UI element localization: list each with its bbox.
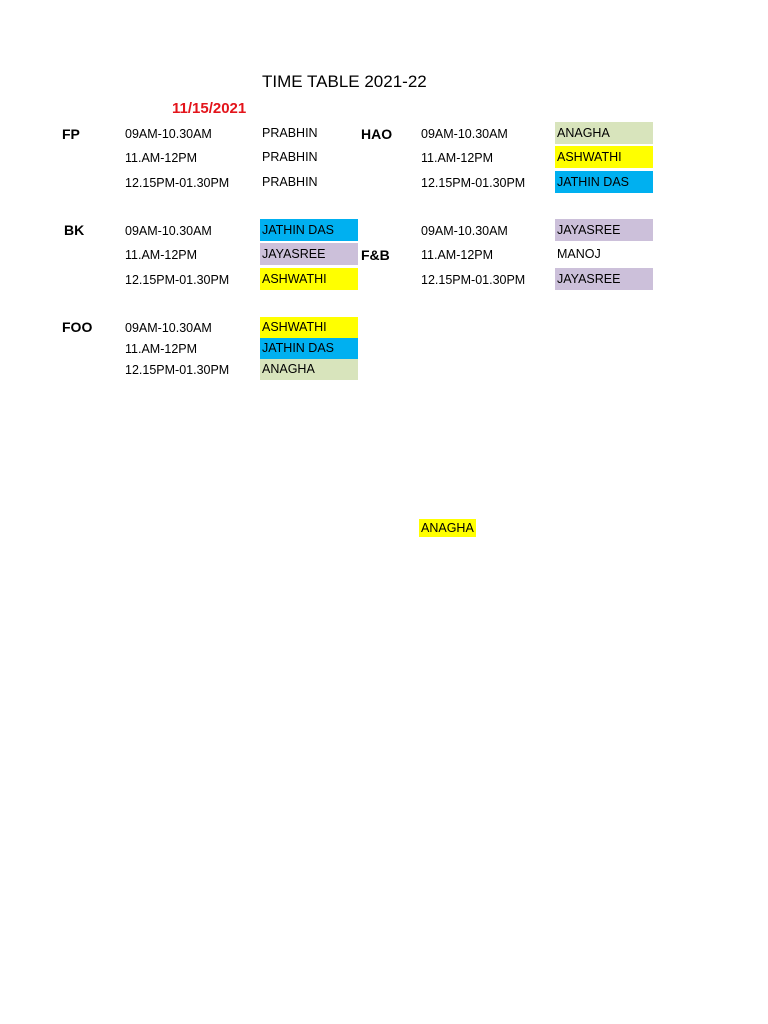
dept-label-hao: HAO bbox=[361, 126, 393, 142]
dept-label-fnb: F&B bbox=[361, 247, 390, 263]
time-slot: 09AM-10.30AM bbox=[125, 321, 212, 335]
staff-cell: PRABHIN bbox=[262, 150, 318, 164]
time-slot: 09AM-10.30AM bbox=[421, 224, 508, 238]
time-slot: 12.15PM-01.30PM bbox=[421, 273, 526, 287]
staff-cell: PRABHIN bbox=[262, 175, 318, 189]
staff-cell: ANAGHA bbox=[260, 359, 358, 380]
time-slot: 09AM-10.30AM bbox=[125, 224, 212, 238]
time-slot: 09AM-10.30AM bbox=[125, 127, 212, 141]
dept-label-bk: BK bbox=[64, 222, 85, 238]
time-slot: 12.15PM-01.30PM bbox=[421, 176, 526, 190]
time-slot: 11.AM-12PM bbox=[125, 248, 198, 262]
time-slot: 11.AM-12PM bbox=[421, 151, 494, 165]
staff-cell: JAYASREE bbox=[555, 219, 653, 241]
date-label: 11/15/2021 bbox=[172, 100, 247, 117]
dept-label-foo: FOO bbox=[62, 319, 93, 335]
time-slot: 09AM-10.30AM bbox=[421, 127, 508, 141]
staff-cell: JATHIN DAS bbox=[260, 338, 358, 359]
staff-cell: JATHIN DAS bbox=[260, 219, 358, 241]
staff-cell: ASHWATHI bbox=[260, 268, 358, 290]
dept-label-fp: FP bbox=[62, 126, 80, 142]
time-slot: 12.15PM-01.30PM bbox=[125, 176, 230, 190]
page-title: TIME TABLE 2021-22 bbox=[262, 72, 427, 91]
staff-cell: JAYASREE bbox=[260, 243, 358, 265]
time-slot: 11.AM-12PM bbox=[421, 248, 494, 262]
time-slot: 11.AM-12PM bbox=[125, 151, 198, 165]
staff-cell: ASHWATHI bbox=[260, 317, 358, 338]
time-slot: 11.AM-12PM bbox=[125, 342, 198, 356]
staff-cell: ASHWATHI bbox=[555, 146, 653, 168]
staff-cell: MANOJ bbox=[557, 247, 601, 261]
staff-cell: JAYASREE bbox=[555, 268, 653, 290]
highlighted-name-note: ANAGHA bbox=[421, 521, 474, 535]
staff-cell: JATHIN DAS bbox=[555, 171, 653, 193]
staff-cell: ANAGHA bbox=[555, 122, 653, 144]
time-slot: 12.15PM-01.30PM bbox=[125, 273, 230, 287]
time-slot: 12.15PM-01.30PM bbox=[125, 363, 230, 377]
staff-cell: PRABHIN bbox=[262, 126, 318, 140]
